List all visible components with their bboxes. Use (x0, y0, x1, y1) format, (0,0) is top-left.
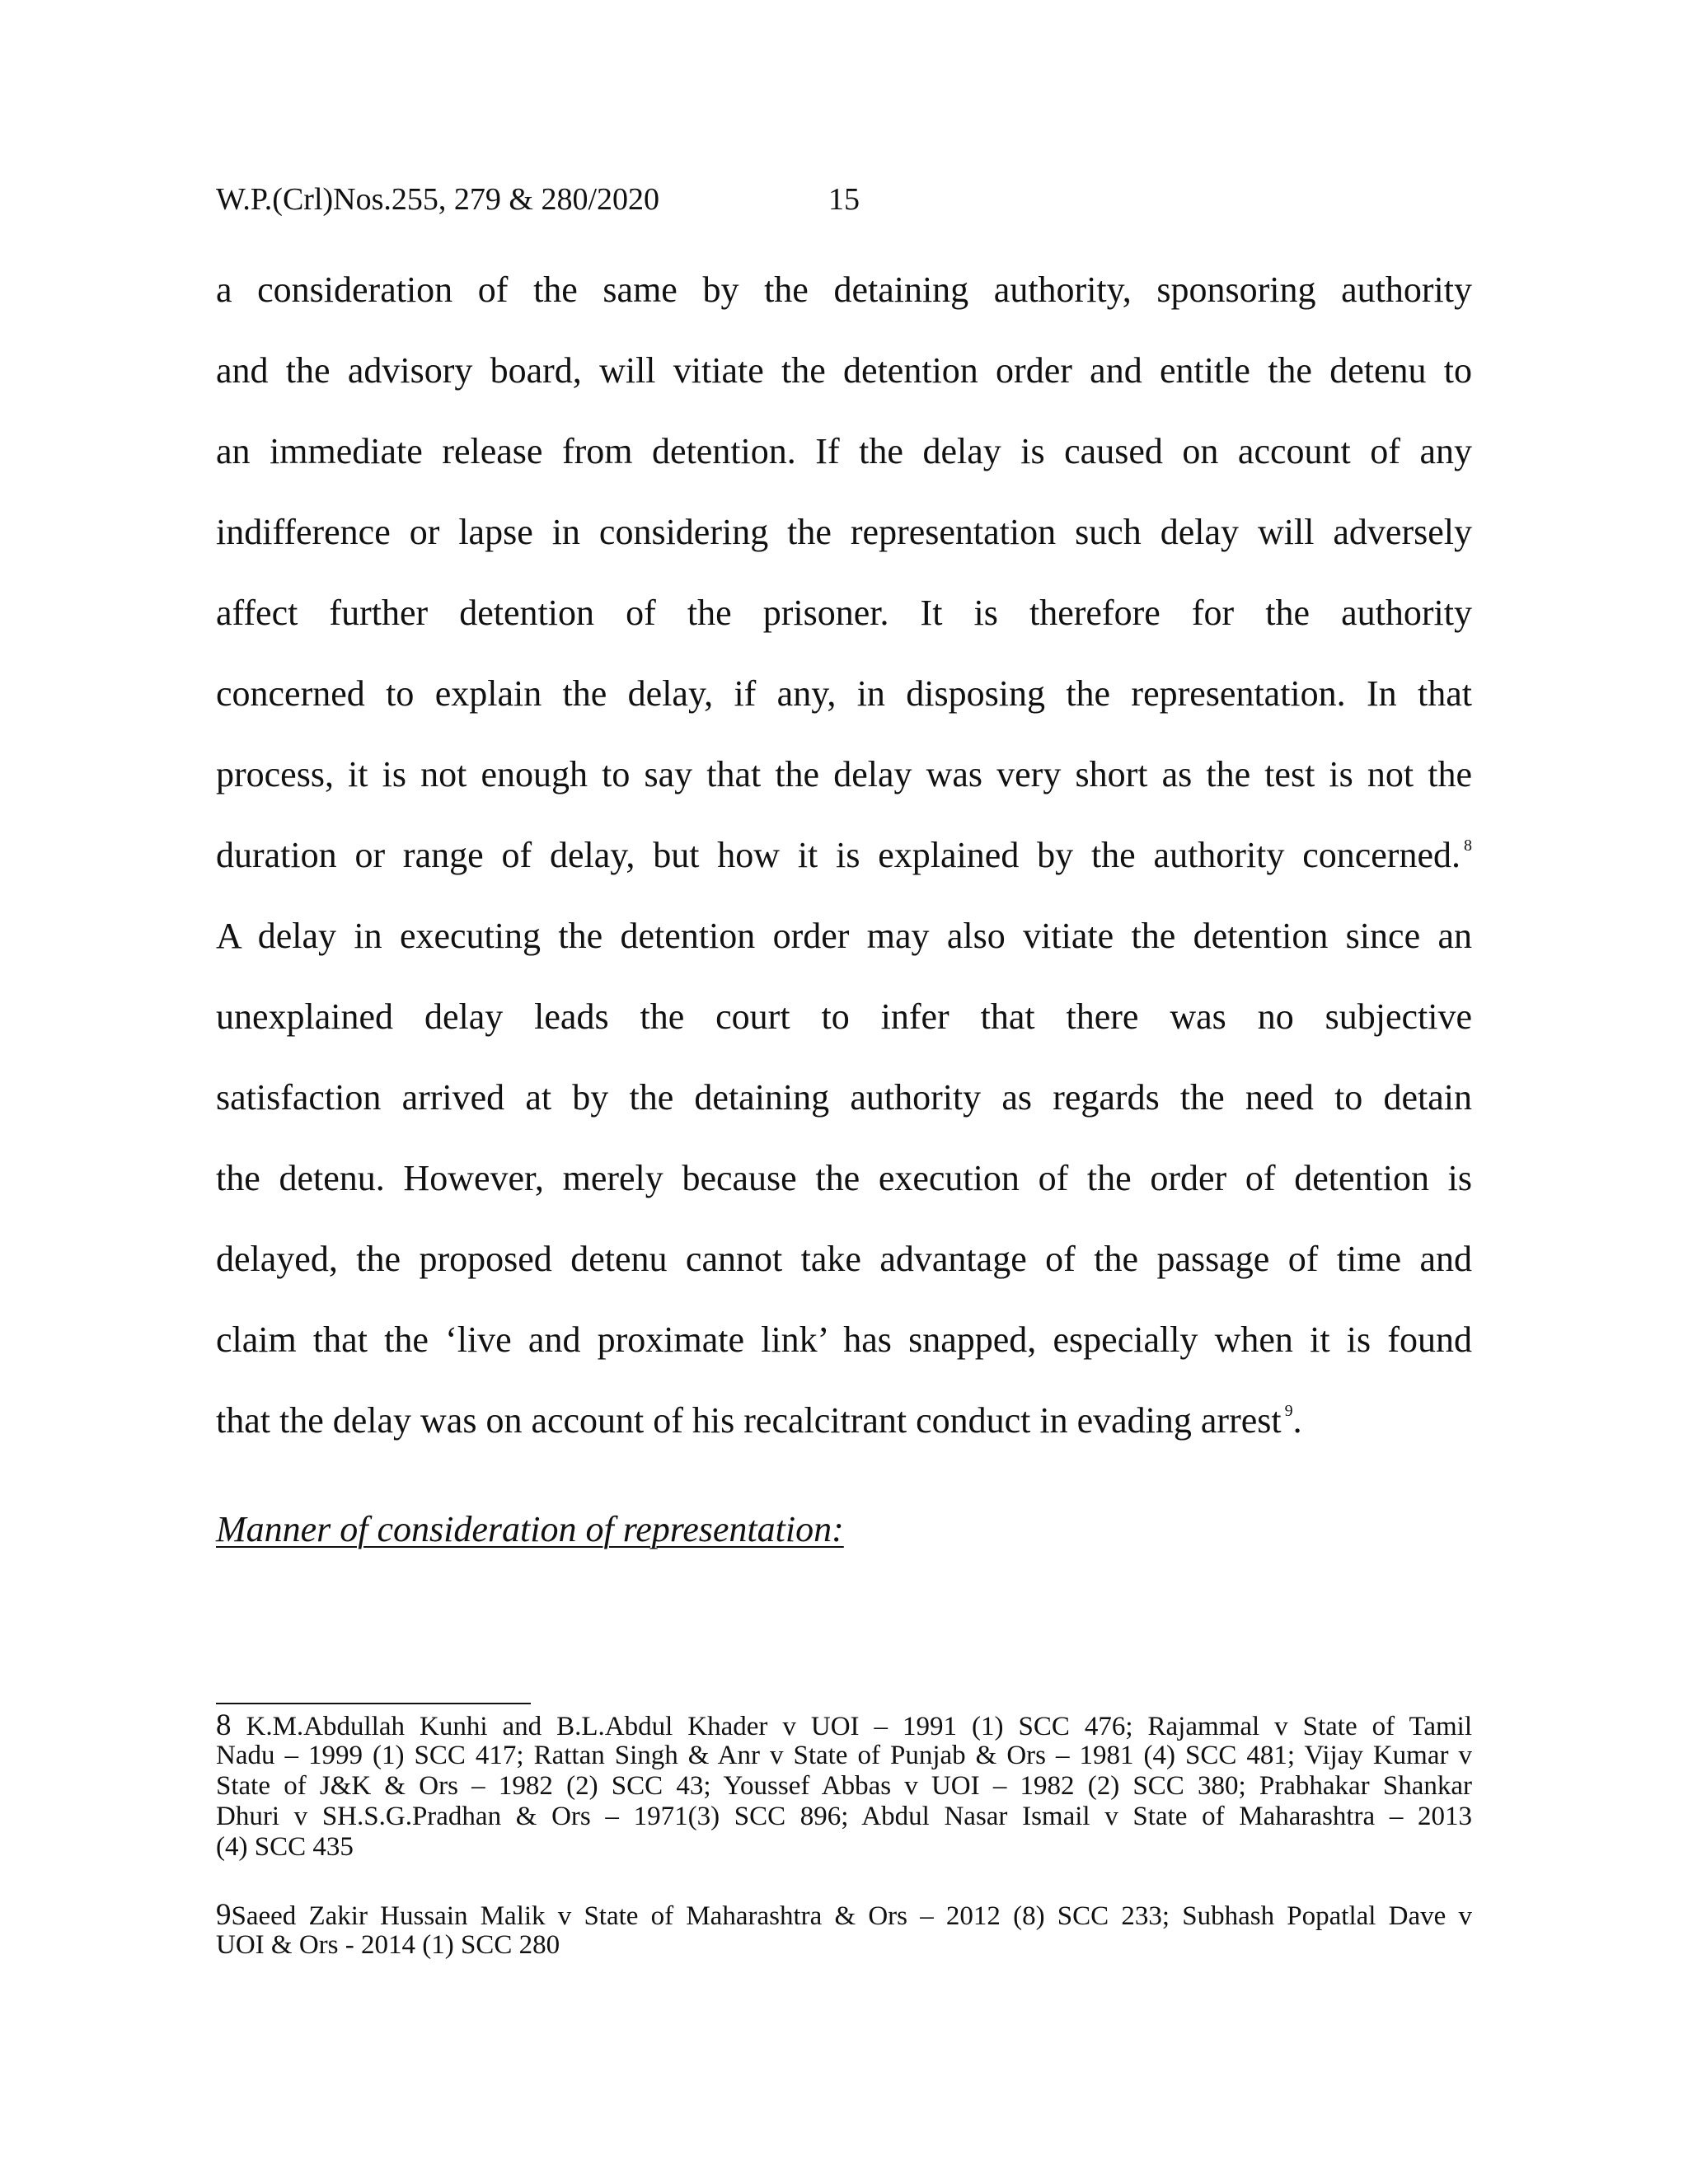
footnote-8-text: K.M.Abdullah Kunhi and B.L.Abdul Khader v UOI – 1991 (1) SCC 476; Rajammal v State of Tamil (246, 1712, 1472, 1741)
footnote-8-line: State of J&K & Ors – 1982 (2) SCC 43; Youssef Abbas v UOI – 1982 (2) SCC 380; Prabhakar Shankar (216, 1771, 1472, 1801)
body-line: a consideration of the same by the detaining authority, sponsoring authority (216, 269, 1472, 310)
footnote-8-line: (4) SCC 435 (216, 1832, 354, 1862)
body-line: indifference or lapse in considering the representation such delay will adversely (216, 512, 1472, 552)
body-line: an immediate release from detention. If the delay is caused on account of any (216, 431, 1472, 471)
section-heading: Manner of consideration of representation: (216, 1509, 844, 1549)
footnote-reference-9[interactable]: 9 (1284, 1402, 1293, 1420)
footnote-9-number: 9 (216, 1898, 232, 1932)
body-paragraph (216, 250, 1472, 1461)
body-line: process, it is not enough to say that the delay was very short as the test is not the (216, 754, 1472, 794)
footnote-9-text: Saeed Zakir Hussain Malik v State of Maharashtra & Ors – 2012 (8) SCC 233; Subhash Popatlal Dave v (231, 1901, 1472, 1931)
footnote-8-number: 8 (216, 1708, 232, 1742)
footnote-8-line: Dhuri v SH.S.G.Pradhan & Ors – 1971(3) SCC 896; Abdul Nasar Ismail v State of Maharashtra – 2013 (216, 1802, 1472, 1831)
body-line: concerned to explain the delay, if any, in disposing the representation. In that (216, 673, 1472, 714)
footnote-8-line: Nadu – 1999 (1) SCC 417; Rattan Singh & Anr v State of Punjab & Ors – 1981 (4) SCC 481; Vijay Kumar v (216, 1741, 1472, 1770)
footnote-8-line (216, 1710, 1472, 1741)
page-header (216, 175, 860, 224)
body-line: claim that the ‘live and proximate link’ has snapped, especially when it is found (216, 1319, 1472, 1360)
body-line-text: that the delay was on account of his recalcitrant conduct in evading arrest (216, 1400, 1282, 1441)
body-line: unexplained delay leads the court to infer that there was no subjective (216, 996, 1472, 1037)
body-line-with-footnote-9 (216, 1380, 1472, 1461)
body-line-text: duration or range of delay, but how it is explained by the authority concerned. (216, 835, 1461, 875)
sentence-period: . (1292, 1400, 1302, 1441)
footnote-reference-8[interactable]: 8 (1464, 837, 1472, 855)
footnotes (216, 1710, 1472, 1961)
body-line: A delay in executing the detention order may also vitiate the detention since an (216, 916, 1472, 956)
body-line: affect further detention of the prisoner. It is therefore for the authority (216, 593, 1472, 633)
body-line: and the advisory board, will vitiate the detention order and entitle the detenu to (216, 350, 1472, 391)
body-line-with-footnote-8 (216, 815, 1472, 896)
footnote-9-line: UOI & Ors - 2014 (1) SCC 280 (216, 1930, 560, 1960)
footnote-separator (216, 1703, 531, 1704)
body-line: the detenu. However, merely because the execution of the order of detention is (216, 1158, 1472, 1198)
body-line: satisfaction arrived at by the detaining authority as regards the need to detain (216, 1077, 1472, 1118)
footnote-9-line (216, 1900, 1472, 1930)
footnote-spacer (216, 1863, 1472, 1900)
case-number: W.P.(Crl)Nos.255, 279 & 280/2020 (216, 182, 660, 217)
body-line: delayed, the proposed detenu cannot take advantage of the passage of time and (216, 1239, 1472, 1279)
page-number: 15 (828, 182, 860, 217)
